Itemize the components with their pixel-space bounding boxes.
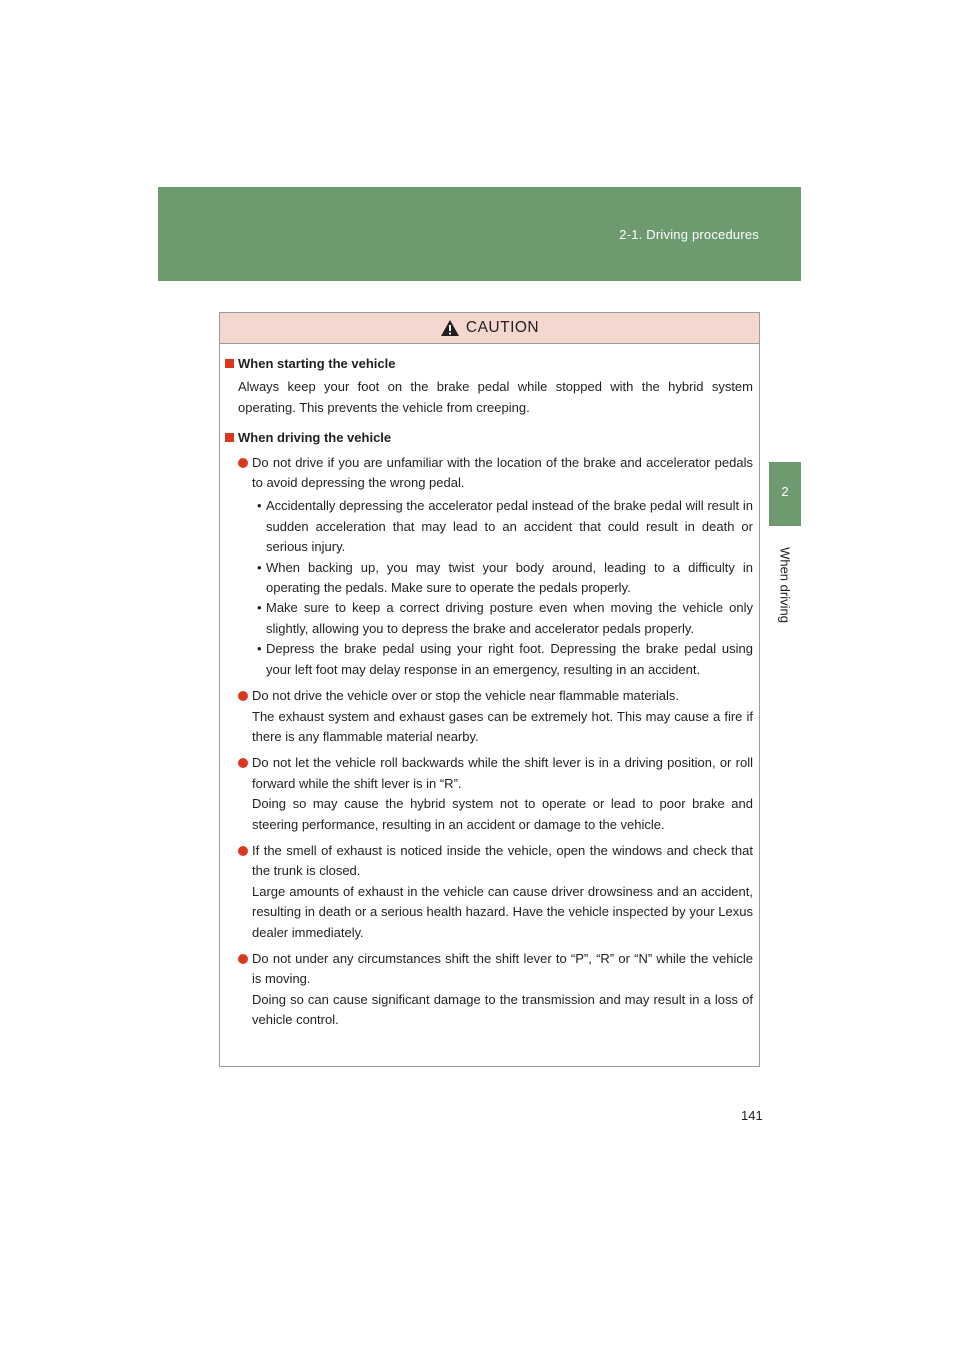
sub-list-item: • When backing up, you may twist your body around, leading to a difficulty in operating the pedals. Make sure to operate the pedals properly. — [257, 559, 753, 596]
sub-list-item: • Depress the brake pedal using your right foot. Depressing the brake pedal using your left foot may delay response in an emergency, resulting in an accident. — [257, 641, 753, 677]
square-bullet-icon — [225, 359, 234, 368]
square-bullet-icon — [225, 433, 234, 442]
sub-list-item: • Accidentally depressing the accelerator pedal instead of the brake pedal will result in sudden acceleration that may lead to an accident that could result in death or serious injury. — [257, 498, 753, 555]
section-text: Always keep your foot on the brake pedal while stopped with the hybrid system operating. This prevents the vehicle from creeping. — [238, 379, 753, 415]
dot-marker-icon: • — [257, 600, 262, 616]
sub-list-item: • Make sure to keep a correct driving posture even when moving the vehicle only slightly, allowing you to depress the brake and accelerator pedals properly. — [257, 600, 753, 636]
list-item: Do not drive the vehicle over or stop the vehicle near flammable materials. The exhaust system and exhaust gases can be extremely hot. This may cause a fire if there is any flammable material nearby. — [220, 686, 759, 747]
chapter-label: When driving — [777, 547, 793, 623]
section-title: 2-1. Driving procedures — [619, 227, 759, 242]
dot-marker-icon: • — [257, 559, 262, 575]
list-item: Do not let the vehicle roll backwards while the shift lever is in a driving position, or roll forward while the shift lever is in “R”. Doing so may cause the hybrid system not to operate or lead to poor brake and steering performance, resulting in an accident or damage to the vehicle. — [220, 753, 759, 835]
caution-header — [220, 313, 759, 344]
chapter-number: 2 — [781, 484, 789, 499]
sub-bullet-list — [220, 496, 759, 680]
round-bullet-icon — [238, 458, 248, 468]
round-bullet-icon — [238, 846, 248, 856]
chapter-header-band — [158, 187, 801, 281]
bullet-list — [220, 449, 759, 1031]
section-heading: When driving the vehicle — [220, 428, 759, 448]
round-bullet-icon — [238, 691, 248, 701]
warning-triangle-icon — [440, 319, 460, 337]
list-item: Do not drive if you are unfamiliar with the location of the brake and accelerator pedals to avoid depressing the wrong pedal. — [220, 453, 759, 494]
caution-box — [219, 312, 760, 1067]
list-item: Do not under any circumstances shift the shift lever to “P”, “R” or “N” while the vehicle is moving. Doing so can cause significant damage to the transmission and may result in a loss of vehicle control. — [220, 949, 759, 1031]
caution-title: CAUTION — [465, 319, 540, 336]
caution-content — [220, 344, 759, 1031]
page-number: 141 — [741, 1108, 763, 1123]
round-bullet-icon — [238, 954, 248, 964]
round-bullet-icon — [238, 758, 248, 768]
chapter-tab — [769, 462, 801, 526]
list-item: If the smell of exhaust is noticed inside the vehicle, open the windows and check that the trunk is closed. Large amounts of exhaust in the vehicle can cause driver drowsiness and an accident, resulting in death or a serious health hazard. Have the vehicle inspected by your Lexus dealer immediately. — [220, 841, 759, 943]
dot-marker-icon: • — [257, 498, 262, 514]
dot-marker-icon: • — [257, 641, 262, 657]
section-heading: When starting the vehicle — [220, 354, 759, 374]
